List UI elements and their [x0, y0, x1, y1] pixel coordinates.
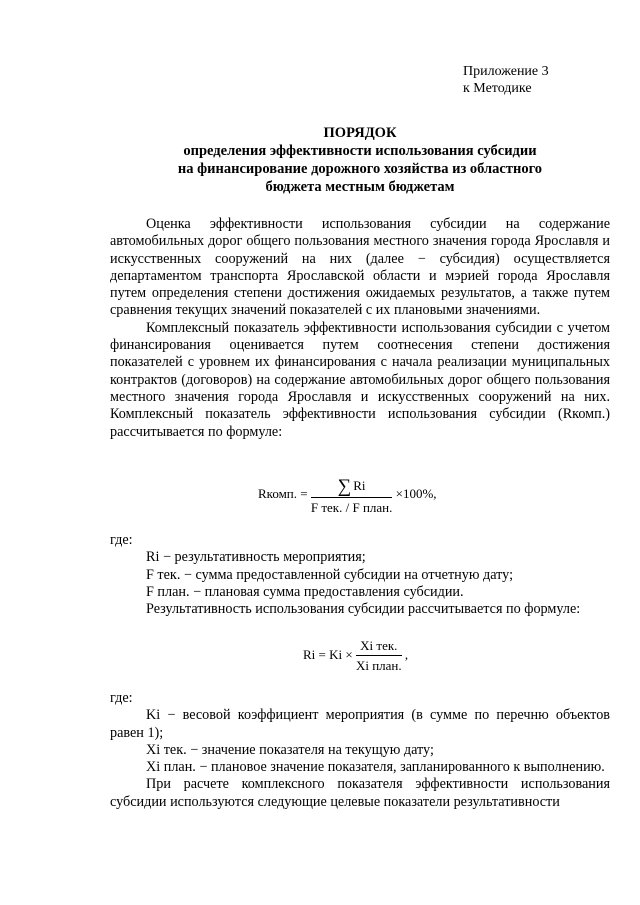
body-section-1: [110, 216, 610, 441]
formula-ri-lhs: Ri = Ki ×: [303, 646, 353, 662]
definition-xiplan: Xi план. − плановое значение показателя, запланированного к выполнению.: [146, 759, 605, 776]
title-line-2: определения эффективности использования субсидии: [183, 143, 537, 159]
paragraph-calculation: При расчете комплексного показателя эффективности использования субсидии используются следующие целевые показатели результативности: [110, 776, 610, 810]
formula-rkomp-numerator-text: Ri: [353, 478, 366, 493]
formula-rkomp: [258, 474, 437, 516]
paragraph-complex-indicator: Комплексный показатель эффективности использования субсидии с учетом финансирования оценивается путем соотнесения степени достижения показателей с уровнем их финансирования с начала реализации муниципальных контрактов (договоров) на содержание автомобильных дорог общего пользования местного значения города Ярославля и искусственных сооружений на них. Комплексный показатель эффективности использования субсидии (Rкомп.) рассчитывается по формуле:: [110, 319, 610, 440]
definition-fplan: F план. − плановая сумма предоставления субсидии.: [146, 583, 464, 600]
formula-ri-numerator: Xi тек.: [356, 638, 402, 656]
appendix-line-1: Приложение 3: [463, 64, 549, 79]
formula-rkomp-fraction: [311, 474, 393, 516]
body-section-2: [110, 532, 610, 618]
definition-ki: Ki − весовой коэффициент мероприятия (в сумме по перечню объектов равен 1);: [110, 707, 610, 741]
where-label-2: где:: [110, 690, 133, 706]
document-title: [110, 124, 610, 196]
title-line-1: ПОРЯДОК: [323, 125, 397, 141]
title-line-3: на финансирование дорожного хозяйства из областного: [177, 161, 543, 177]
where-label-1: где:: [110, 532, 133, 548]
formula-rkomp-lhs: Rкомп. =: [258, 485, 308, 501]
paragraph-intro: Оценка эффективности использования субсидии на содержание автомобильных дорог общего пользования местного значения города Ярославля и искусственных сооружений на них (далее − субсидия) осуществляется департаментом транспорта Ярославской области и мэрией города Ярославля путем определения степени достижения ожидаемых результатов, а также путем сравнения текущих значений показателей с их плановыми значениями.: [110, 216, 610, 319]
definition-ftek: F тек. − сумма предоставленной субсидии на отчетную дату;: [146, 566, 514, 583]
formula-ri-fraction: [356, 638, 402, 674]
formula-ri-tail: ,: [404, 646, 409, 662]
definition-ri: Ri − результативность мероприятия;: [146, 549, 366, 566]
formula-ri: [303, 638, 408, 674]
formula-rkomp-tail: ×100%,: [395, 485, 437, 501]
sigma-symbol: ∑: [337, 476, 352, 497]
formula-rkomp-numerator: [311, 474, 393, 498]
appendix-line-2: к Методике: [463, 81, 532, 96]
title-line-4: бюджета местным бюджетам: [265, 179, 455, 195]
paragraph-ri-formula-intro: Результативность использования субсидии рассчитывается по формуле:: [146, 601, 581, 618]
formula-ri-denominator: Xi план.: [355, 658, 402, 673]
body-section-3: [110, 690, 610, 811]
appendix-header: [463, 63, 549, 97]
definition-xitek: Xi тек. − значение показателя на текущую дату;: [146, 741, 434, 758]
formula-rkomp-denominator: F тек. / F план.: [310, 500, 393, 515]
